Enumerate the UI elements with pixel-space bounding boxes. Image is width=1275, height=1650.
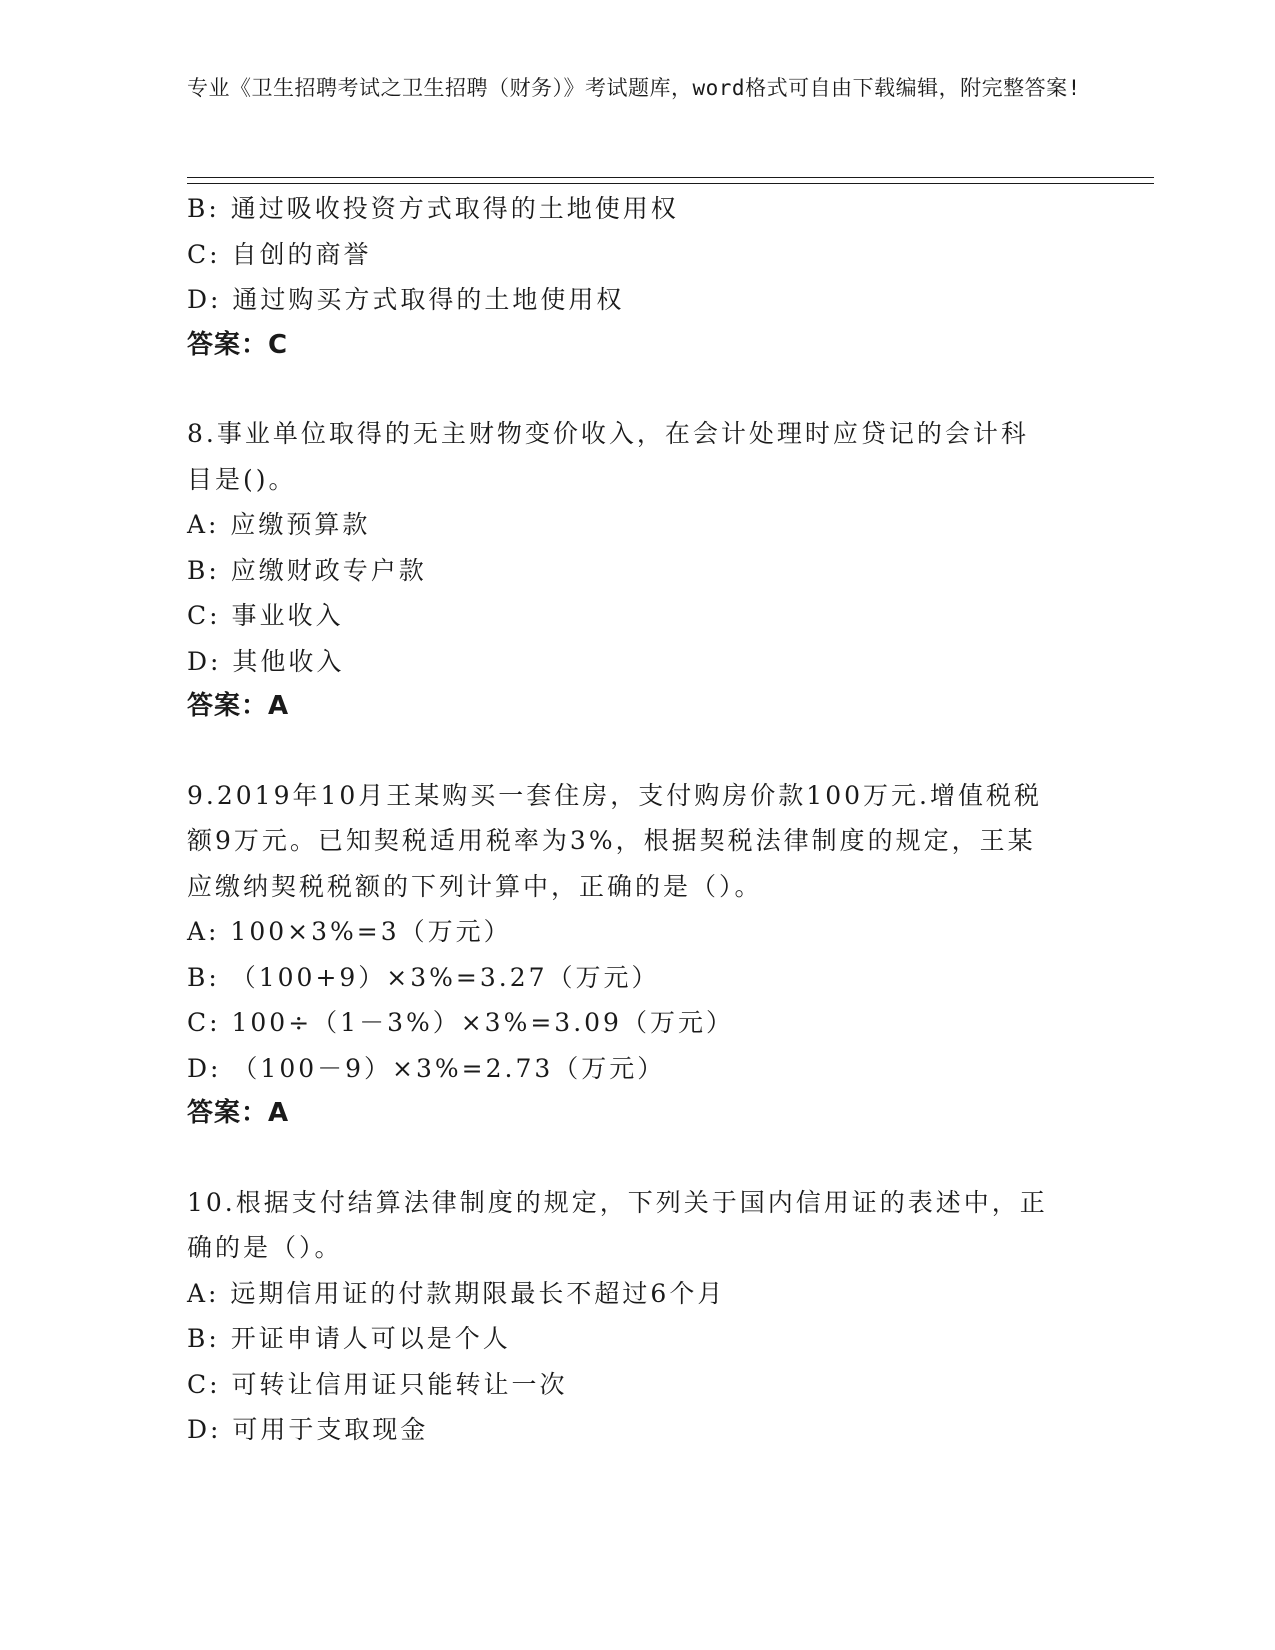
answer: 答案：A: [187, 1098, 290, 1128]
spacer: [187, 368, 1087, 411]
question-stem: 确的是（）。: [187, 1233, 343, 1262]
question-stem: 应缴纳契税税额的下列计算中，正确的是（）。: [187, 871, 763, 901]
option-b: B: 应缴财政专户款: [187, 555, 427, 585]
answer: 答案：C: [187, 329, 289, 360]
option-b: B: （100+9）×3%=3.27（万元）: [187, 962, 660, 992]
question-10: [187, 1180, 1087, 1453]
option-d: D: 通过购买方式取得的土地使用权: [187, 285, 625, 314]
spacer: [187, 730, 1087, 773]
spacer: [187, 1137, 1087, 1180]
option-d: D: （100－9）×3%=2.73（万元）: [187, 1053, 666, 1083]
option-a: A: 应缴预算款: [187, 510, 371, 539]
option-d: D: 其他收入: [187, 646, 345, 676]
option-d: D: 可用于支取现金: [187, 1415, 429, 1444]
header-rule-bottom: [187, 183, 1154, 184]
question-stem: 9.2019年10月王某购买一套住房，支付购房价款100万元.增值税税: [187, 780, 1042, 810]
question-7: [187, 186, 1087, 368]
option-c: C: 可转让信用证只能转让一次: [187, 1369, 568, 1399]
option-a: A: 远期信用证的付款期限最长不超过6个月: [187, 1278, 726, 1308]
question-list: [187, 186, 1087, 1453]
option-c: C: 自创的商誉: [187, 239, 372, 269]
option-b: B: 开证申请人可以是个人: [187, 1324, 511, 1353]
option-a: A: 100×3%=3（万元）: [187, 917, 512, 946]
question-stem: 10.根据支付结算法律制度的规定，下列关于国内信用证的表述中，正: [187, 1187, 1048, 1217]
question-9: [187, 773, 1087, 1137]
question-8: [187, 411, 1087, 730]
option-c: C: 100÷（1－3%）×3%=3.09（万元）: [187, 1008, 734, 1037]
option-b: B: 通过吸收投资方式取得的土地使用权: [187, 194, 679, 223]
document-header: 专业《卫生招聘考试之卫生招聘（财务）》考试题库，word格式可自由下载编辑，附完整答案!: [187, 76, 1081, 100]
question-stem: 额9万元。已知契税适用税率为3%，根据契税法律制度的规定，王某: [187, 826, 1036, 855]
question-stem: 8.事业单位取得的无主财物变价收入，在会计处理时应贷记的会计科: [187, 419, 1029, 448]
question-stem: 目是()。: [187, 464, 297, 494]
header-rule-top: [187, 177, 1154, 178]
option-c: C: 事业收入: [187, 601, 344, 630]
answer: 答案：A: [187, 691, 290, 721]
